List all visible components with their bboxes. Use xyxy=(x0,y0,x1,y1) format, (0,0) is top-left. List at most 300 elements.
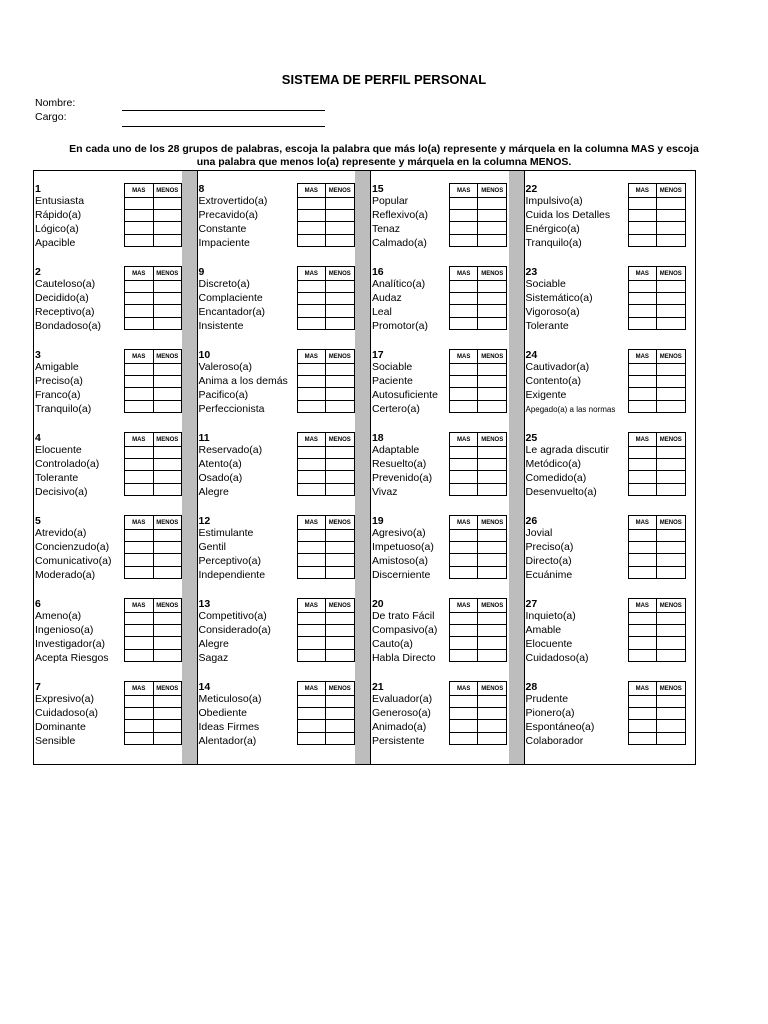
group-word: Valeroso(a) xyxy=(198,361,252,373)
mas-checkbox[interactable] xyxy=(297,222,326,234)
mas-checkbox[interactable] xyxy=(628,471,657,483)
menos-checkbox[interactable] xyxy=(478,483,507,495)
group-number: 11 xyxy=(198,432,210,444)
mas-checkbox[interactable] xyxy=(628,376,657,388)
menos-checkbox[interactable] xyxy=(478,625,507,637)
menos-checkbox[interactable] xyxy=(657,554,686,566)
mas-checkbox[interactable] xyxy=(628,530,657,542)
mas-checkbox[interactable] xyxy=(628,198,657,210)
menos-checkbox[interactable] xyxy=(478,376,507,388)
group-word: Reservado(a) xyxy=(198,444,263,456)
group-number: 5 xyxy=(35,515,41,527)
mas-checkbox[interactable] xyxy=(449,305,478,317)
menos-checkbox[interactable] xyxy=(657,400,686,412)
mas-checkbox[interactable] xyxy=(628,281,657,293)
mas-checkbox[interactable] xyxy=(297,281,326,293)
mas-checkbox[interactable] xyxy=(125,732,154,744)
menos-checkbox[interactable] xyxy=(478,305,507,317)
menos-checkbox[interactable] xyxy=(153,222,182,234)
mas-checkbox[interactable] xyxy=(297,388,326,400)
mas-checkbox[interactable] xyxy=(125,305,154,317)
mas-checkbox[interactable] xyxy=(449,364,478,376)
mas-checkbox[interactable] xyxy=(449,376,478,388)
word-groups-grid xyxy=(33,170,696,765)
mas-checkbox[interactable] xyxy=(628,732,657,744)
mas-checkbox[interactable] xyxy=(125,317,154,329)
mas-checkbox[interactable] xyxy=(628,613,657,625)
menos-checkbox[interactable] xyxy=(657,376,686,388)
mas-checkbox[interactable] xyxy=(628,234,657,246)
mas-checkbox[interactable] xyxy=(125,542,154,554)
menos-checkbox[interactable] xyxy=(478,649,507,661)
mas-checkbox[interactable] xyxy=(449,708,478,720)
mark-table xyxy=(449,681,507,745)
menos-checkbox[interactable] xyxy=(326,637,355,649)
mas-checkbox[interactable] xyxy=(125,459,154,471)
group-word: Pionero(a) xyxy=(525,707,575,719)
menos-checkbox[interactable] xyxy=(326,471,355,483)
mas-checkbox[interactable] xyxy=(449,696,478,708)
word-group xyxy=(525,585,695,664)
name-field[interactable] xyxy=(122,110,325,111)
menos-checkbox[interactable] xyxy=(153,210,182,222)
mas-checkbox[interactable] xyxy=(125,625,154,637)
group-number: 24 xyxy=(525,349,538,361)
menos-checkbox[interactable] xyxy=(153,708,182,720)
mas-checkbox[interactable] xyxy=(297,554,326,566)
menos-checkbox[interactable] xyxy=(657,281,686,293)
mas-checkbox[interactable] xyxy=(297,293,326,305)
mas-checkbox[interactable] xyxy=(449,388,478,400)
mas-checkbox[interactable] xyxy=(297,376,326,388)
menos-checkbox[interactable] xyxy=(478,471,507,483)
menos-checkbox[interactable] xyxy=(153,447,182,459)
group-number: 8 xyxy=(198,183,205,195)
mas-checkbox[interactable] xyxy=(449,471,478,483)
word-group xyxy=(525,419,695,498)
menos-checkbox[interactable] xyxy=(153,364,182,376)
mas-checkbox[interactable] xyxy=(449,281,478,293)
mas-checkbox[interactable] xyxy=(125,388,154,400)
menos-checkbox[interactable] xyxy=(657,471,686,483)
group-number: 27 xyxy=(525,598,538,610)
mas-checkbox[interactable] xyxy=(449,649,478,661)
mas-header: MAS xyxy=(628,350,657,364)
group-word: Amistoso(a) xyxy=(371,555,428,567)
mas-checkbox[interactable] xyxy=(628,696,657,708)
menos-checkbox[interactable] xyxy=(478,566,507,578)
mark-table xyxy=(628,432,686,496)
word-group xyxy=(198,668,356,747)
menos-checkbox[interactable] xyxy=(326,459,355,471)
menos-checkbox[interactable] xyxy=(153,637,182,649)
mas-checkbox[interactable] xyxy=(628,554,657,566)
mas-checkbox[interactable] xyxy=(449,720,478,732)
menos-checkbox[interactable] xyxy=(153,613,182,625)
menos-checkbox[interactable] xyxy=(478,222,507,234)
mas-checkbox[interactable] xyxy=(297,696,326,708)
menos-checkbox[interactable] xyxy=(326,210,355,222)
group-word: Promotor(a) xyxy=(371,320,428,332)
mas-checkbox[interactable] xyxy=(628,293,657,305)
menos-checkbox[interactable] xyxy=(153,720,182,732)
menos-checkbox[interactable] xyxy=(326,317,355,329)
group-word: Atrevido(a) xyxy=(35,527,87,539)
menos-checkbox[interactable] xyxy=(478,459,507,471)
menos-checkbox[interactable] xyxy=(153,554,182,566)
menos-checkbox[interactable] xyxy=(478,708,507,720)
mas-checkbox[interactable] xyxy=(449,400,478,412)
mas-checkbox[interactable] xyxy=(449,234,478,246)
mas-checkbox[interactable] xyxy=(125,234,154,246)
menos-checkbox[interactable] xyxy=(478,554,507,566)
mas-checkbox[interactable] xyxy=(125,720,154,732)
menos-checkbox[interactable] xyxy=(326,376,355,388)
mark-table xyxy=(124,183,182,247)
menos-checkbox[interactable] xyxy=(478,234,507,246)
group-number: 23 xyxy=(525,266,538,278)
menos-checkbox[interactable] xyxy=(153,376,182,388)
group-word: Sociable xyxy=(371,361,413,373)
mas-checkbox[interactable] xyxy=(125,554,154,566)
word-group xyxy=(525,668,695,747)
group-number: 2 xyxy=(35,266,41,278)
mas-checkbox[interactable] xyxy=(297,234,326,246)
menos-checkbox[interactable] xyxy=(478,637,507,649)
menos-checkbox[interactable] xyxy=(478,400,507,412)
menos-checkbox[interactable] xyxy=(326,447,355,459)
menos-checkbox[interactable] xyxy=(657,317,686,329)
group-word: Sistemático(a) xyxy=(525,292,593,304)
mas-checkbox[interactable] xyxy=(297,198,326,210)
menos-checkbox[interactable] xyxy=(326,732,355,744)
mas-checkbox[interactable] xyxy=(628,459,657,471)
mas-checkbox[interactable] xyxy=(297,566,326,578)
group-word: Insistente xyxy=(198,320,244,332)
mas-checkbox[interactable] xyxy=(125,210,154,222)
mas-checkbox[interactable] xyxy=(297,364,326,376)
menos-checkbox[interactable] xyxy=(326,305,355,317)
menos-header: MENOS xyxy=(657,682,686,696)
menos-checkbox[interactable] xyxy=(153,293,182,305)
menos-checkbox[interactable] xyxy=(153,198,182,210)
menos-checkbox[interactable] xyxy=(657,198,686,210)
group-word: Metódico(a) xyxy=(525,458,581,470)
menos-checkbox[interactable] xyxy=(326,613,355,625)
menos-checkbox[interactable] xyxy=(657,708,686,720)
group-word: Lógico(a) xyxy=(35,223,79,235)
mas-checkbox[interactable] xyxy=(449,222,478,234)
mas-checkbox[interactable] xyxy=(449,459,478,471)
menos-checkbox[interactable] xyxy=(153,459,182,471)
mark-table xyxy=(297,432,355,496)
group-word: Vigoroso(a) xyxy=(525,306,580,318)
mas-checkbox[interactable] xyxy=(297,471,326,483)
menos-checkbox[interactable] xyxy=(153,566,182,578)
mark-table xyxy=(449,598,507,662)
mas-checkbox[interactable] xyxy=(125,376,154,388)
mas-checkbox[interactable] xyxy=(628,364,657,376)
group-word: Atento(a) xyxy=(198,458,242,470)
menos-checkbox[interactable] xyxy=(657,732,686,744)
menos-checkbox[interactable] xyxy=(153,234,182,246)
mas-checkbox[interactable] xyxy=(628,447,657,459)
mas-checkbox[interactable] xyxy=(449,613,478,625)
group-number: 4 xyxy=(35,432,41,444)
menos-checkbox[interactable] xyxy=(326,720,355,732)
menos-checkbox[interactable] xyxy=(153,542,182,554)
mas-checkbox[interactable] xyxy=(297,483,326,495)
group-word: Impaciente xyxy=(198,237,250,249)
mas-checkbox[interactable] xyxy=(628,637,657,649)
menos-checkbox[interactable] xyxy=(326,234,355,246)
menos-checkbox[interactable] xyxy=(478,542,507,554)
mas-checkbox[interactable] xyxy=(125,649,154,661)
mas-checkbox[interactable] xyxy=(297,613,326,625)
menos-checkbox[interactable] xyxy=(478,447,507,459)
mas-checkbox[interactable] xyxy=(628,388,657,400)
mark-table xyxy=(297,598,355,662)
menos-header: MENOS xyxy=(153,350,182,364)
mas-checkbox[interactable] xyxy=(628,317,657,329)
mas-checkbox[interactable] xyxy=(628,625,657,637)
menos-checkbox[interactable] xyxy=(326,198,355,210)
mas-checkbox[interactable] xyxy=(297,708,326,720)
mas-checkbox[interactable] xyxy=(628,483,657,495)
menos-checkbox[interactable] xyxy=(478,364,507,376)
mas-checkbox[interactable] xyxy=(297,305,326,317)
menos-header: MENOS xyxy=(153,682,182,696)
menos-checkbox[interactable] xyxy=(478,388,507,400)
mas-checkbox[interactable] xyxy=(125,198,154,210)
mas-checkbox[interactable] xyxy=(125,708,154,720)
menos-checkbox[interactable] xyxy=(657,222,686,234)
menos-checkbox[interactable] xyxy=(326,708,355,720)
group-word: Dominante xyxy=(35,721,86,733)
mas-checkbox[interactable] xyxy=(449,530,478,542)
mas-header: MAS xyxy=(449,433,478,447)
mas-header: MAS xyxy=(297,516,326,530)
menos-checkbox[interactable] xyxy=(657,696,686,708)
menos-header: MENOS xyxy=(657,599,686,613)
mas-checkbox[interactable] xyxy=(125,222,154,234)
mas-checkbox[interactable] xyxy=(297,530,326,542)
position-field[interactable] xyxy=(122,126,325,127)
mas-header: MAS xyxy=(449,682,478,696)
mas-checkbox[interactable] xyxy=(628,649,657,661)
menos-checkbox[interactable] xyxy=(326,483,355,495)
mas-checkbox[interactable] xyxy=(125,530,154,542)
menos-checkbox[interactable] xyxy=(478,732,507,744)
mas-checkbox[interactable] xyxy=(297,542,326,554)
menos-checkbox[interactable] xyxy=(657,649,686,661)
mas-checkbox[interactable] xyxy=(449,198,478,210)
group-word: Sociable xyxy=(525,278,566,290)
menos-checkbox[interactable] xyxy=(657,566,686,578)
mas-checkbox[interactable] xyxy=(628,720,657,732)
menos-checkbox[interactable] xyxy=(153,625,182,637)
group-word: Cuidadoso(a) xyxy=(525,652,589,664)
menos-checkbox[interactable] xyxy=(326,222,355,234)
menos-checkbox[interactable] xyxy=(326,400,355,412)
group-word: Autosuficiente xyxy=(371,389,438,401)
mas-checkbox[interactable] xyxy=(297,625,326,637)
mas-checkbox[interactable] xyxy=(125,471,154,483)
menos-checkbox[interactable] xyxy=(326,625,355,637)
mas-checkbox[interactable] xyxy=(125,613,154,625)
word-group xyxy=(371,253,509,332)
mas-checkbox[interactable] xyxy=(449,210,478,222)
menos-checkbox[interactable] xyxy=(478,210,507,222)
mas-checkbox[interactable] xyxy=(297,317,326,329)
group-word: Amable xyxy=(525,624,562,636)
word-group xyxy=(34,170,182,249)
menos-checkbox[interactable] xyxy=(326,696,355,708)
mas-checkbox[interactable] xyxy=(628,400,657,412)
menos-checkbox[interactable] xyxy=(326,554,355,566)
mas-checkbox[interactable] xyxy=(449,625,478,637)
column-separator xyxy=(509,171,525,764)
menos-checkbox[interactable] xyxy=(326,566,355,578)
menos-checkbox[interactable] xyxy=(478,613,507,625)
mas-checkbox[interactable] xyxy=(297,637,326,649)
mas-checkbox[interactable] xyxy=(125,293,154,305)
menos-checkbox[interactable] xyxy=(153,317,182,329)
menos-checkbox[interactable] xyxy=(657,293,686,305)
menos-checkbox[interactable] xyxy=(326,293,355,305)
mas-checkbox[interactable] xyxy=(628,222,657,234)
word-group xyxy=(34,336,182,415)
mas-checkbox[interactable] xyxy=(297,400,326,412)
group-word: Vivaz xyxy=(371,486,398,498)
menos-checkbox[interactable] xyxy=(153,732,182,744)
mas-checkbox[interactable] xyxy=(449,447,478,459)
menos-header: MENOS xyxy=(326,599,355,613)
menos-checkbox[interactable] xyxy=(657,542,686,554)
mas-checkbox[interactable] xyxy=(449,542,478,554)
menos-checkbox[interactable] xyxy=(478,696,507,708)
menos-header: MENOS xyxy=(326,682,355,696)
menos-header: MENOS xyxy=(153,184,182,198)
mas-checkbox[interactable] xyxy=(297,210,326,222)
mas-checkbox[interactable] xyxy=(297,447,326,459)
menos-checkbox[interactable] xyxy=(153,305,182,317)
mas-checkbox[interactable] xyxy=(449,637,478,649)
mas-checkbox[interactable] xyxy=(449,554,478,566)
menos-checkbox[interactable] xyxy=(657,210,686,222)
menos-checkbox[interactable] xyxy=(326,530,355,542)
mas-checkbox[interactable] xyxy=(125,400,154,412)
menos-checkbox[interactable] xyxy=(153,400,182,412)
mas-checkbox[interactable] xyxy=(449,732,478,744)
mas-checkbox[interactable] xyxy=(125,566,154,578)
menos-checkbox[interactable] xyxy=(657,625,686,637)
mas-checkbox[interactable] xyxy=(628,566,657,578)
menos-checkbox[interactable] xyxy=(326,542,355,554)
word-group xyxy=(371,170,509,249)
mas-checkbox[interactable] xyxy=(628,210,657,222)
mas-header: MAS xyxy=(297,184,326,198)
menos-checkbox[interactable] xyxy=(657,234,686,246)
mas-checkbox[interactable] xyxy=(628,305,657,317)
group-word: Persistente xyxy=(371,735,425,747)
menos-checkbox[interactable] xyxy=(153,281,182,293)
menos-checkbox[interactable] xyxy=(478,198,507,210)
menos-checkbox[interactable] xyxy=(153,483,182,495)
menos-checkbox[interactable] xyxy=(657,447,686,459)
menos-checkbox[interactable] xyxy=(326,281,355,293)
mas-checkbox[interactable] xyxy=(449,293,478,305)
group-word: Cauteloso(a) xyxy=(35,278,96,290)
menos-header: MENOS xyxy=(478,184,507,198)
menos-checkbox[interactable] xyxy=(478,530,507,542)
mas-checkbox[interactable] xyxy=(449,317,478,329)
mark-table xyxy=(628,266,686,330)
mas-checkbox[interactable] xyxy=(125,281,154,293)
menos-checkbox[interactable] xyxy=(153,388,182,400)
mas-header: MAS xyxy=(297,350,326,364)
menos-checkbox[interactable] xyxy=(326,364,355,376)
menos-checkbox[interactable] xyxy=(326,649,355,661)
menos-checkbox[interactable] xyxy=(153,530,182,542)
group-word: Exigente xyxy=(525,389,567,401)
menos-checkbox[interactable] xyxy=(657,530,686,542)
menos-checkbox[interactable] xyxy=(657,720,686,732)
word-group xyxy=(198,585,356,664)
mas-checkbox[interactable] xyxy=(125,364,154,376)
menos-checkbox[interactable] xyxy=(326,388,355,400)
group-word: Analítico(a) xyxy=(371,278,426,290)
mas-checkbox[interactable] xyxy=(297,459,326,471)
word-group xyxy=(371,336,509,415)
menos-checkbox[interactable] xyxy=(657,637,686,649)
menos-checkbox[interactable] xyxy=(657,459,686,471)
mas-checkbox[interactable] xyxy=(297,732,326,744)
group-word: Ideas Firmes xyxy=(198,721,260,733)
menos-checkbox[interactable] xyxy=(478,720,507,732)
mas-checkbox[interactable] xyxy=(125,696,154,708)
menos-checkbox[interactable] xyxy=(657,388,686,400)
mas-checkbox[interactable] xyxy=(125,483,154,495)
mas-checkbox[interactable] xyxy=(628,708,657,720)
mas-checkbox[interactable] xyxy=(628,542,657,554)
word-group xyxy=(371,419,509,498)
menos-checkbox[interactable] xyxy=(478,293,507,305)
mas-checkbox[interactable] xyxy=(297,720,326,732)
group-word: Calmado(a) xyxy=(371,237,427,249)
group-word: Gentil xyxy=(198,541,226,553)
menos-checkbox[interactable] xyxy=(657,613,686,625)
menos-checkbox[interactable] xyxy=(657,364,686,376)
column-separator xyxy=(182,171,198,764)
mas-checkbox[interactable] xyxy=(449,566,478,578)
mas-checkbox[interactable] xyxy=(125,447,154,459)
menos-checkbox[interactable] xyxy=(153,696,182,708)
mark-table xyxy=(628,681,686,745)
mas-checkbox[interactable] xyxy=(297,649,326,661)
menos-checkbox[interactable] xyxy=(153,649,182,661)
group-word: Alegre xyxy=(198,486,229,498)
menos-checkbox[interactable] xyxy=(657,305,686,317)
menos-checkbox[interactable] xyxy=(478,281,507,293)
menos-checkbox[interactable] xyxy=(657,483,686,495)
group-word: Expresivo(a) xyxy=(35,693,94,705)
menos-checkbox[interactable] xyxy=(478,317,507,329)
mas-header: MAS xyxy=(125,433,154,447)
mas-checkbox[interactable] xyxy=(449,483,478,495)
mas-checkbox[interactable] xyxy=(125,637,154,649)
menos-checkbox[interactable] xyxy=(153,471,182,483)
